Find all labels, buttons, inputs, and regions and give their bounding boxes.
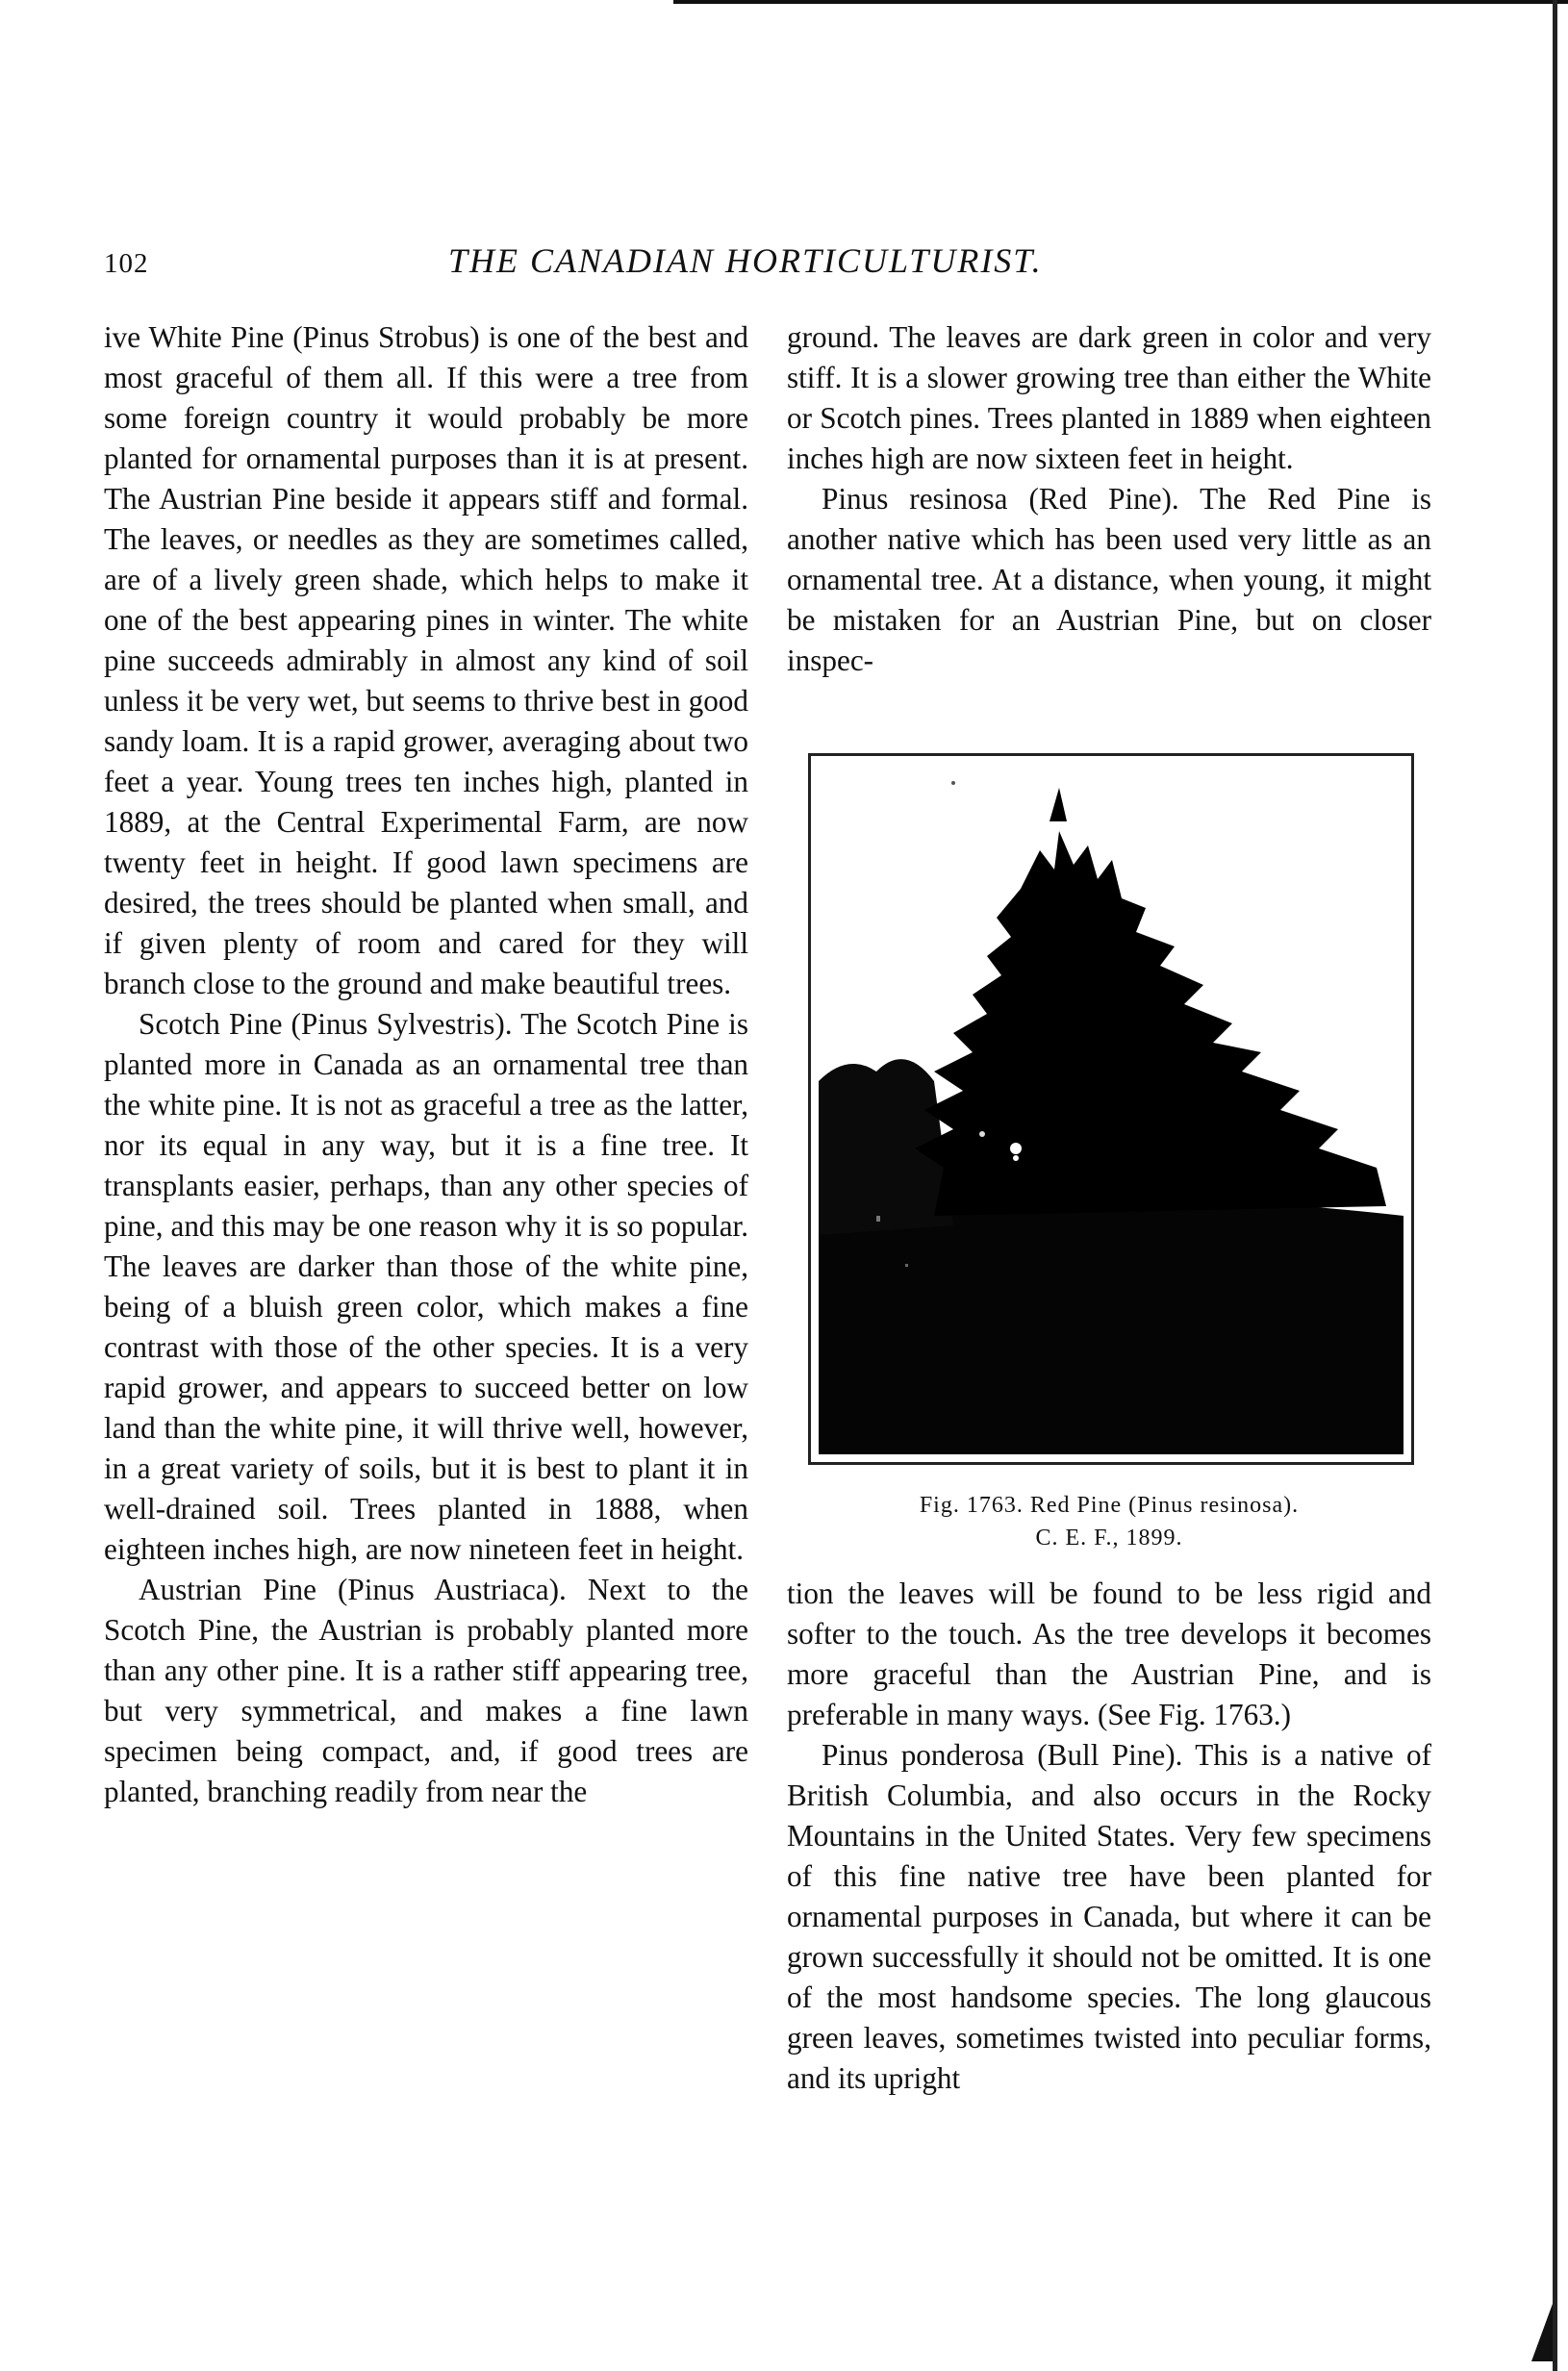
right-column-bottom (787, 1574, 1431, 2099)
paragraph-white-pine: ive White Pine (Pinus Strobus) is one of the best and most graceful of them all. If this were a tree from some foreign country it would probably be more planted for ornamental purposes than it is at present. The Austrian Pine beside it appears stiff and formal. The leaves, or needles as they are sometimes called, are of a lively green shade, which helps to make it one of the best appearing pines in winter. The white pine succeeds admirably in almost any kind of soil unless it be very wet, but seems to thrive best in good sandy loam. It is a rapid grower, averaging about two feet a year. Young trees ten inches high, planted in 1889, at the Central Experimental Farm, are now twenty feet in height. If good lawn specimens are desired, the trees should be planted when small, and if given plenty of room and cared for they will branch close to the ground and make beautiful trees. (104, 320, 748, 1000)
paragraph-scotch-pine: Scotch Pine (Pinus Sylvestris). The Scotch Pine is planted more in Canada as an ornamental tree than the white pine. It is not as graceful a tree as the latter, nor its equal in any way, but it is a fine tree. It transplants easier, perhaps, than any other species of pine, and this may be one reason why it is so popular. The leaves are darker than those of the white pine, being of a bluish green color, which makes a fine contrast with those of the other species. It is a very rapid grower, and appears to succeed better on low land than the white pine, it will thrive well, however, in a great variety of soils, but it is best to plant it in well-drained soil. Trees planted in 1888, when eighteen inches high, are now nineteen feet in height. (104, 1007, 748, 1566)
figure-credit: C. E. F., 1899. (1035, 1526, 1183, 1551)
right-column-top (787, 317, 1431, 681)
paragraph-red-pine: Pinus resinosa (Red Pine). The Red Pine is another native which has been used very little as an ornamental tree. At a distance, when young, it might be mistaken for an Austrian Pine, but on closer inspec- (787, 482, 1431, 677)
red-pine-photo (819, 764, 1404, 1454)
paragraph-red-pine-continued: tion the leaves will be found to be less rigid and softer to the touch. As the tree develops it becomes more graceful than the Austrian Pine, and is preferable in many ways. (See Fig. 1763.) (787, 1576, 1431, 1731)
figure-red-pine (808, 753, 1414, 1465)
paragraph-bull-pine: Pinus ponderosa (Bull Pine). This is a native of British Columbia, and also occurs in the Rocky Mountains in the United States. Very few specimens of this fine native tree have been planted for ornamental purposes in Canada, but where it can be grown successfully it should not be omitted. It is one of the most handsome species. The long glaucous green leaves, sometimes twisted into peculiar forms, and its upright (787, 1738, 1431, 2095)
running-title: THE CANADIAN HORTICULTURIST. (448, 241, 1043, 280)
page-number: 102 (104, 248, 149, 279)
page-corner-mark (1531, 2304, 1553, 2361)
paragraph-austrian-continued: ground. The leaves are dark green in color and very stiff. It is a slower growing tree than either the White or Scotch pines. Trees planted in 1889 when eighteen inches high are now sixteen feet in height. (787, 320, 1431, 475)
right-page-edge (1553, 0, 1557, 2371)
figure-caption: Fig. 1763. Red Pine (Pinus resinosa). (919, 1493, 1300, 1518)
left-column (104, 317, 748, 1812)
paragraph-austrian-pine: Austrian Pine (Pinus Austriaca). Next to the Scotch Pine, the Austrian is probably planted more than any other pine. It is a rather stiff appearing tree, but very symmetrical, and makes a fine lawn specimen being compact, and, if good trees are planted, branching readily from near the (104, 1573, 748, 1808)
red-pine-illustration (819, 764, 1404, 1454)
top-border-rule (673, 0, 1568, 4)
